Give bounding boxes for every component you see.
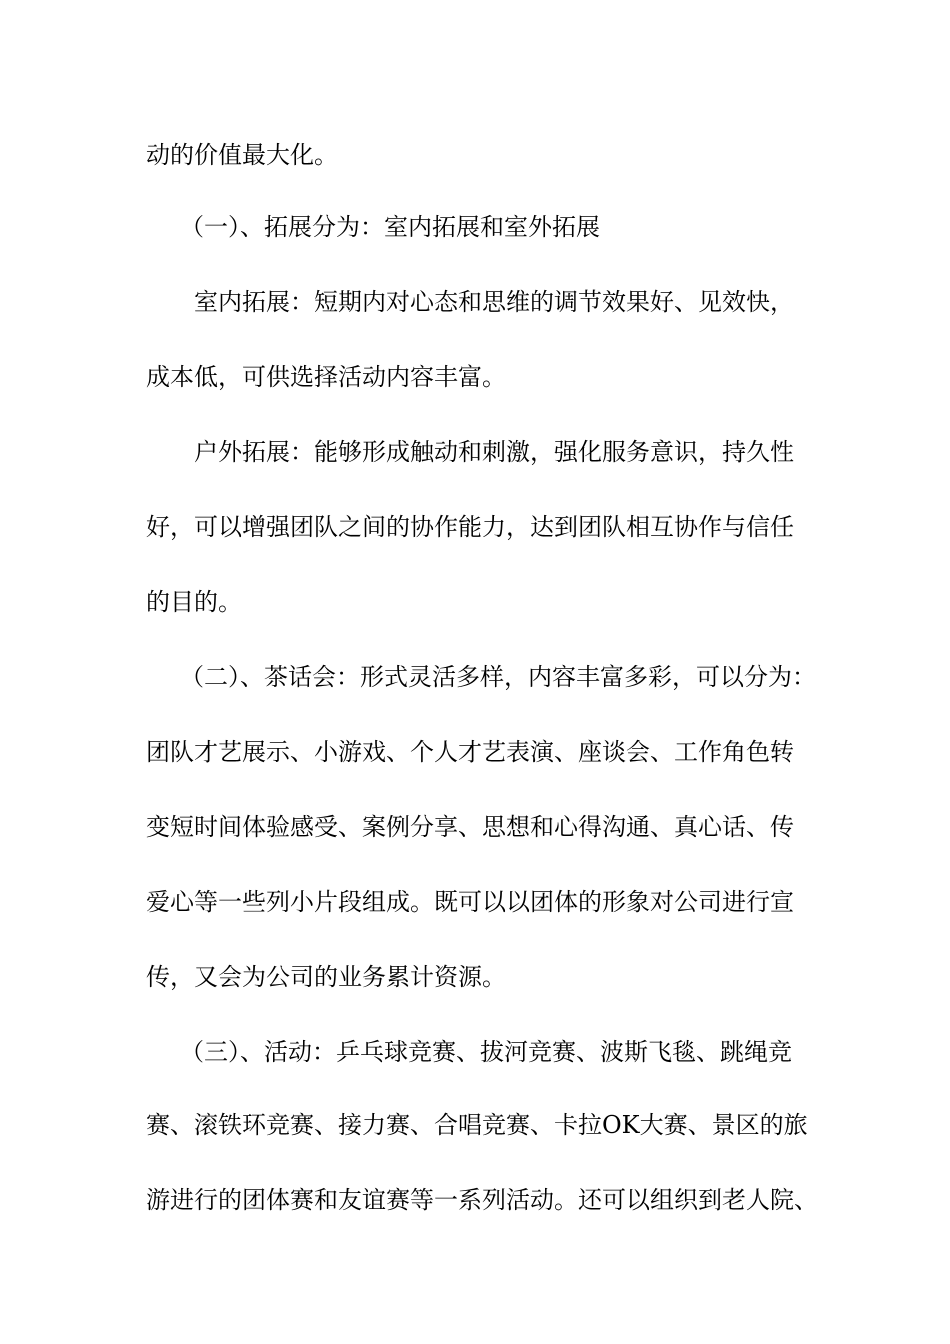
- text-line-7: 的目的。: [146, 588, 242, 616]
- text-line-5: 户外拓展：能够形成触动和刺激，强化服务意识，持久性: [194, 438, 794, 466]
- text-line-10: 变短时间体验感受、案例分享、思想和心得沟通、真心话、传: [146, 813, 794, 841]
- text-line-3: 室内拓展：短期内对心态和思维的调节效果好、见效快，: [194, 288, 794, 316]
- text-line-13: （三）、活动：乒乓球竞赛、拔河竞赛、波斯飞毯、跳绳竞: [180, 1038, 792, 1066]
- text-line-4: 成本低，可供选择活动内容丰富。: [146, 363, 506, 391]
- text-line-12: 传，又会为公司的业务累计资源。: [146, 963, 506, 991]
- text-line-1: 动的价值最大化。: [146, 141, 338, 169]
- text-line-9: 团队才艺展示、小游戏、个人才艺表演、座谈会、工作角色转: [146, 738, 794, 766]
- text-line-8: （二）、茶话会：形式灵活多样，内容丰富多彩，可以分为：: [180, 663, 816, 691]
- text-line-15: 游进行的团体赛和友谊赛等一系列活动。还可以组织到老人院、: [146, 1186, 818, 1214]
- text-line-6: 好，可以增强团队之间的协作能力，达到团队相互协作与信任: [146, 513, 794, 541]
- text-line-2: （一）、拓展分为：室内拓展和室外拓展: [180, 213, 600, 241]
- text-line-11: 爱心等一些列小片段组成。既可以以团体的形象对公司进行宣: [146, 888, 794, 916]
- text-line-14: 赛、滚铁环竞赛、接力赛、合唱竞赛、卡拉OK大赛、景区的旅: [146, 1111, 808, 1139]
